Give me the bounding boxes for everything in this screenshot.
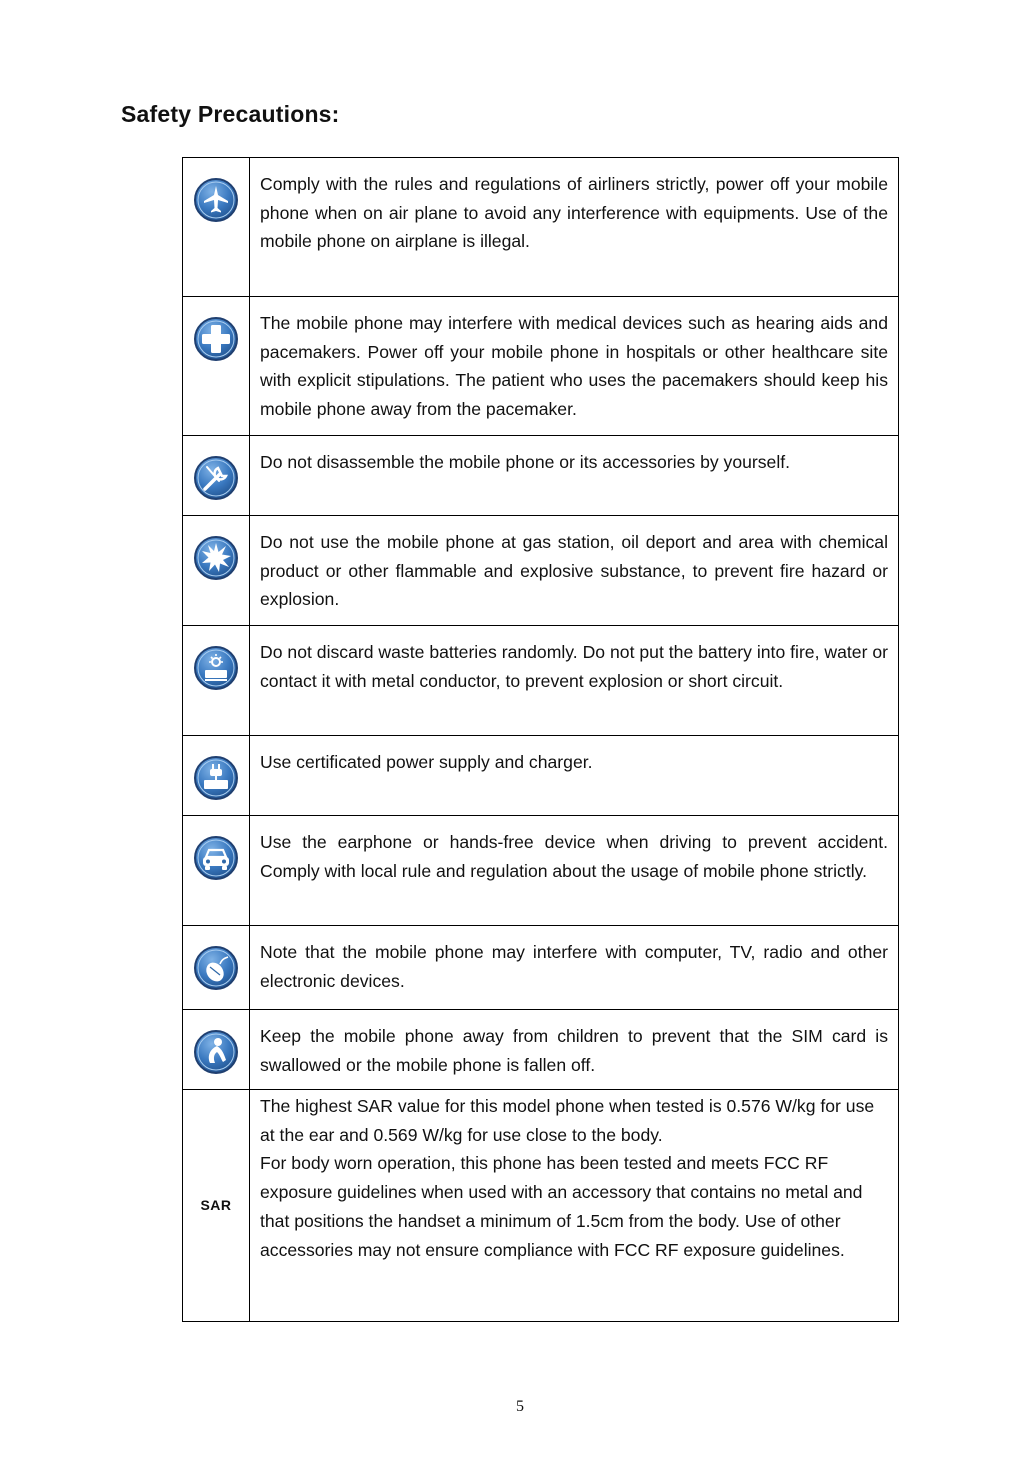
precaution-text: Do not disassemble the mobile phone or its accessories by yourself. [250,436,899,516]
sar-text [250,1090,899,1322]
table-row [183,1090,899,1322]
table-row [183,736,899,816]
table-row [183,436,899,516]
precaution-text: Use certificated power supply and charger. [250,736,899,816]
child-icon [193,1029,239,1075]
table-row [183,1010,899,1090]
precaution-text: The mobile phone may interfere with medical devices such as hearing aids and pacemakers. Power off your mobile phone in hospitals or other healthcare site with explicit stipulations. The patient who uses the pacemakers should keep his mobile phone away from the pacemaker. [250,297,899,436]
explosion-icon [193,535,239,581]
sar-body-worn-text: For body worn operation, this phone has been tested and meets FCC RF exposure guidelines when used with an accessory that contains no metal and that positions the handset a minimum of 1.5cm from the body. Use of other accessories may not ensure compliance with FCC RF exposure guidelines. [260,1153,863,1260]
charger-icon [193,755,239,801]
precaution-text: Note that the mobile phone may interfere with computer, TV, radio and other electronic devices. [250,926,899,1010]
sar-label: SAR [200,1196,232,1213]
sar-value-text: The highest SAR value for this model phone when tested is 0.576 W/kg for use at the ear and 0.569 W/kg for use close to the body. [260,1096,875,1145]
airplane-icon [193,177,239,223]
table-row [183,926,899,1010]
page-title: Safety Precautions: [121,101,340,127]
table-row [183,297,899,436]
precaution-text: Do not discard waste batteries randomly. Do not put the battery into fire, water or contact it with metal conductor, to prevent explosion or short circuit. [250,626,899,736]
car-icon [193,835,239,881]
table-row [183,626,899,736]
wrench-icon [193,455,239,501]
table-row [183,816,899,926]
medical-cross-icon [193,316,239,362]
precaution-text: Use the earphone or hands-free device when driving to prevent accident. Comply with local rule and regulation about the usage of mobile phone strictly. [250,816,899,926]
page-number: 5 [516,1398,524,1415]
table-row [183,158,899,297]
battery-icon [193,645,239,691]
table-row [183,516,899,626]
precaution-text: Keep the mobile phone away from children to prevent that the SIM card is swallowed or the mobile phone is fallen off. [250,1010,899,1090]
mouse-icon [193,945,239,991]
precaution-text: Do not use the mobile phone at gas station, oil deport and area with chemical product or other flammable and explosive substance, to prevent fire hazard or explosion. [250,516,899,626]
precaution-text: Comply with the rules and regulations of airliners strictly, power off your mobile phone when on air plane to avoid any interference with equipments. Use of the mobile phone on airplane is illegal. [250,158,899,297]
safety-precautions-table [182,157,899,1322]
